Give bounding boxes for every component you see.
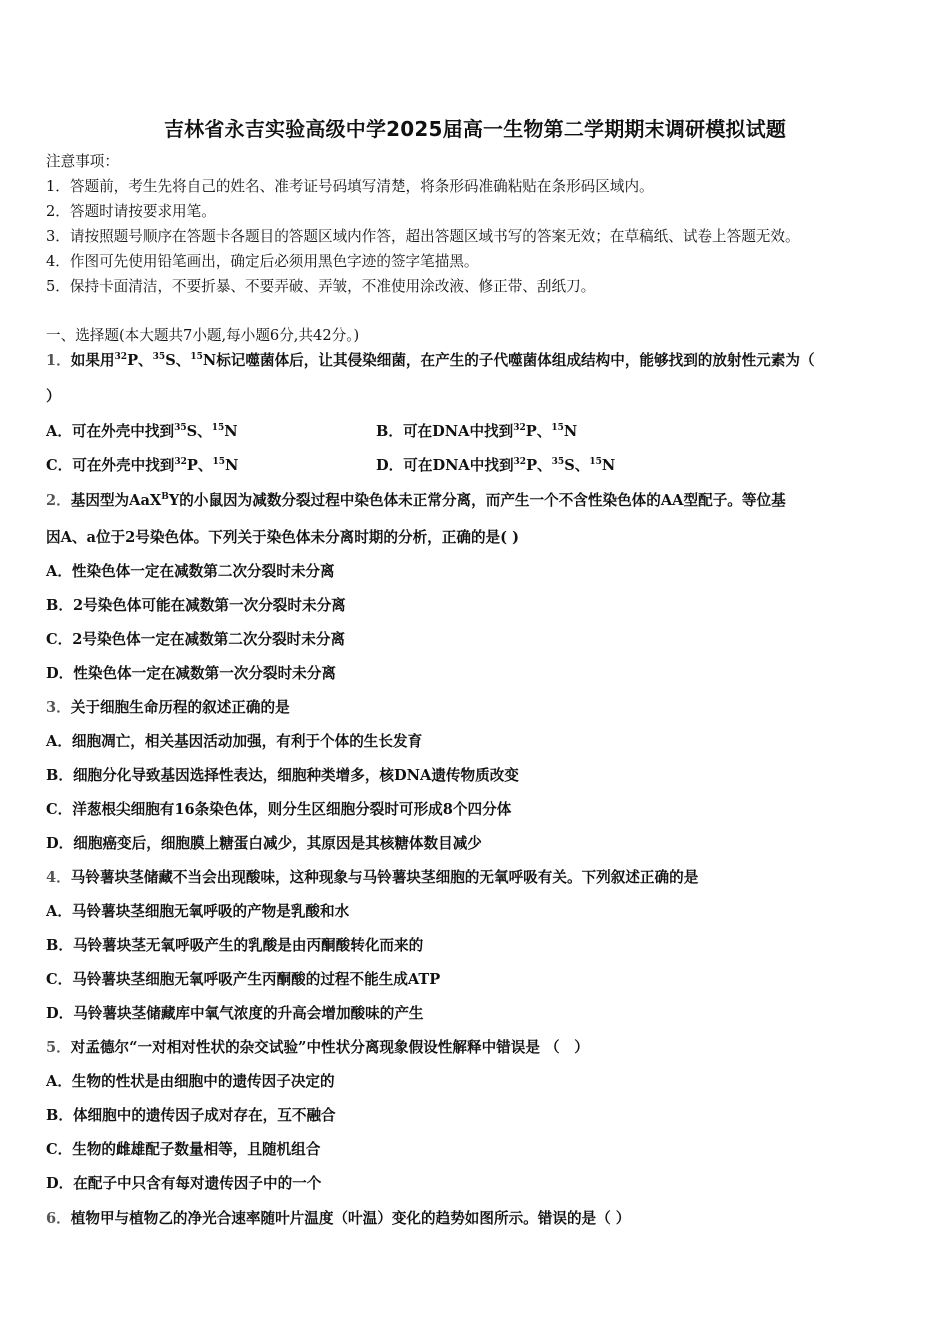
option-text: S、 [186, 423, 212, 440]
note-item-1: 1．答题前，考生先将自己的姓名、准考证号码填写清楚，将条形码准确粘贴在条形码区域内。 [46, 178, 654, 195]
q4-option-a [46, 902, 349, 922]
option-text: 细胞凋亡，相关基因活动加强，有利于个体的生长发育 [71, 733, 423, 750]
option-text: 2号染色体可能在减数第一次分裂时未分离 [72, 597, 346, 614]
note-item-4: 4．作图可先使用铅笔画出，确定后必须用黑色字迹的签字笔描黑。 [46, 253, 479, 270]
option-text: N [601, 457, 616, 474]
question-3-stem [46, 698, 290, 718]
q1-option-b [376, 422, 577, 442]
question-1-stem [46, 351, 815, 371]
option-label: B． [46, 937, 73, 954]
page-title: 吉林省永吉实验高级中学2025届高一生物第二学期期末调研模拟试题 [163, 117, 787, 141]
option-label: B． [46, 767, 73, 784]
option-label: C． [46, 801, 73, 818]
q1-option-d [376, 456, 615, 476]
option-text: P、 [186, 457, 213, 474]
q3-option-c [46, 800, 511, 820]
option-label: A． [46, 733, 72, 750]
question-1-cont: ） [46, 388, 61, 405]
option-sup: 15 [589, 457, 602, 467]
question-5-stem [46, 1038, 589, 1058]
q2-option-a [46, 562, 335, 582]
q2-text-a: 基因型为AaX [70, 492, 162, 509]
option-text: 洋葱根尖细胞有16条染色体，则分生区细胞分裂时可形成8个四分体 [72, 801, 512, 818]
option-text: 体细胞中的遗传因子成对存在，互不融合 [72, 1107, 336, 1124]
option-text: N [225, 457, 239, 474]
option-label: B． [46, 597, 73, 614]
q2-option-c [46, 630, 345, 650]
q2-sup: B [161, 492, 169, 502]
option-text: 马铃薯块茎储藏库中氧气浓度的升高会增加酸味的产生 [73, 1005, 424, 1022]
option-sup: 15 [211, 423, 225, 433]
option-label: C． [46, 457, 73, 474]
option-label: C． [46, 1141, 73, 1158]
option-text: 可在外壳中找到 [72, 457, 175, 474]
option-sup: 32 [513, 457, 527, 467]
q3-option-b [46, 766, 519, 786]
q6-text: 植物甲与植物乙的净光合速率随叶片温度（叶温）变化的趋势如图所示。错误的是（ ） [70, 1210, 631, 1227]
option-label: D． [46, 835, 74, 852]
option-label: A． [46, 423, 72, 440]
option-label: A． [46, 1073, 72, 1090]
option-label: D． [46, 1005, 74, 1022]
q1-option-a [46, 422, 238, 442]
q2-option-b [46, 596, 346, 616]
option-text: S、 [564, 457, 590, 474]
question-number: 6． [46, 1210, 71, 1227]
option-sup: 15 [551, 423, 564, 433]
option-text: 细胞分化导致基因选择性表达，细胞种类增多，核DNA遗传物质改变 [72, 767, 519, 784]
option-sup: 32 [513, 423, 526, 433]
question-6-stem [46, 1209, 630, 1229]
q1-sup-3: 15 [190, 352, 203, 362]
q2-option-d [46, 664, 336, 684]
option-text: P、 [525, 423, 552, 440]
question-number: 2． [46, 492, 71, 509]
q1-text-1: P、 [127, 352, 153, 369]
option-text: N [563, 423, 578, 440]
q4-option-d [46, 1004, 424, 1024]
option-sup: 35 [174, 423, 187, 433]
option-text: 可在DNA中找到 [403, 457, 514, 474]
option-text: 马铃薯块茎细胞无氧呼吸的产物是乳酸和水 [71, 903, 350, 920]
question-4-stem [46, 868, 698, 888]
question-number: 1． [46, 352, 71, 369]
q3-option-a [46, 732, 422, 752]
q5-option-a [46, 1072, 335, 1092]
section-heading: 一、选择题(本大题共7小题,每小题6分,共42分。) [46, 327, 360, 344]
q5-text: 对孟德尔“一对相对性状的杂交试验”中性状分离现象假设性解释中错误是 （ ） [70, 1039, 589, 1056]
option-text: P、 [526, 457, 552, 474]
q4-text: 马铃薯块茎储藏不当会出现酸味，这种现象与马铃薯块茎细胞的无氧呼吸有关。下列叙述正确的是 [70, 869, 699, 886]
option-label: B． [46, 1107, 73, 1124]
option-label: D． [376, 457, 404, 474]
q3-text: 关于细胞生命历程的叙述正确的是 [70, 699, 290, 716]
note-item-5: 5．保持卡面清洁，不要折暴、不要弄破、弄皱，不准使用涂改液、修正带、刮纸刀。 [46, 278, 596, 295]
option-label: D． [46, 1175, 74, 1192]
option-text: 生物的雌雄配子数量相等，且随机组合 [72, 1141, 321, 1158]
note-item-3: 3．请按照题号顺序在答题卡各题目的答题区域内作答，超出答题区域书写的答案无效；在草稿纸、试卷上答题无效。 [46, 228, 800, 245]
question-2-stem [46, 491, 786, 511]
note-item-2: 2．答题时请按要求用笔。 [46, 203, 216, 220]
question-number: 3． [46, 699, 71, 716]
q1-sup-2: 35 [152, 352, 166, 362]
q4-option-c [46, 970, 440, 990]
option-text: N [224, 423, 238, 440]
option-label: A． [46, 563, 72, 580]
option-sup: 35 [551, 457, 565, 467]
q1-text-3: N标记噬菌体后，让其侵染细菌，在产生的子代噬菌体组成结构中，能够找到的放射性元素为（ [202, 352, 815, 369]
q5-option-b [46, 1106, 336, 1126]
question-number: 4． [46, 869, 71, 886]
option-text: 生物的性状是由细胞中的遗传因子决定的 [71, 1073, 335, 1090]
option-label: B． [376, 423, 403, 440]
option-text: 性染色体一定在减数第二次分裂时未分离 [71, 563, 335, 580]
question-number: 5． [46, 1039, 71, 1056]
q1-sup-1: 32 [114, 352, 128, 362]
option-label: D． [46, 665, 74, 682]
q1-text-a: 如果用 [70, 352, 115, 369]
q5-option-c [46, 1140, 320, 1160]
option-label: A． [46, 903, 72, 920]
option-text: 在配子中只含有每对遗传因子中的一个 [73, 1175, 322, 1192]
option-sup: 32 [174, 457, 187, 467]
option-label: C． [46, 631, 73, 648]
q4-option-b [46, 936, 423, 956]
q3-option-d [46, 834, 482, 854]
q5-option-d [46, 1174, 321, 1194]
option-text: 可在DNA中找到 [402, 423, 514, 440]
option-sup: 15 [212, 457, 226, 467]
option-text: 马铃薯块茎无氧呼吸产生的乳酸是由丙酮酸转化而来的 [72, 937, 424, 954]
option-text: 细胞癌变后，细胞膜上糖蛋白减少，其原因是其核糖体数目减少 [73, 835, 482, 852]
question-2-cont: 因A、a位于2号染色体。下列关于染色体未分离时期的分析，正确的是( ) [46, 529, 520, 546]
option-text: 可在外壳中找到 [71, 423, 175, 440]
q2-text-b: Y的小鼠因为减数分裂过程中染色体未正常分离，而产生一个不含性染色体的AA型配子。等位基 [168, 492, 786, 509]
option-text: 马铃薯块茎细胞无氧呼吸产生丙酮酸的过程不能生成ATP [72, 971, 441, 988]
option-text: 2号染色体一定在减数第二次分裂时未分离 [72, 631, 346, 648]
option-label: C． [46, 971, 73, 988]
q1-option-c [46, 456, 238, 476]
notes-heading: 注意事项： [46, 153, 119, 170]
q1-text-2: S、 [165, 352, 191, 369]
option-text: 性染色体一定在减数第一次分裂时未分离 [73, 665, 336, 682]
